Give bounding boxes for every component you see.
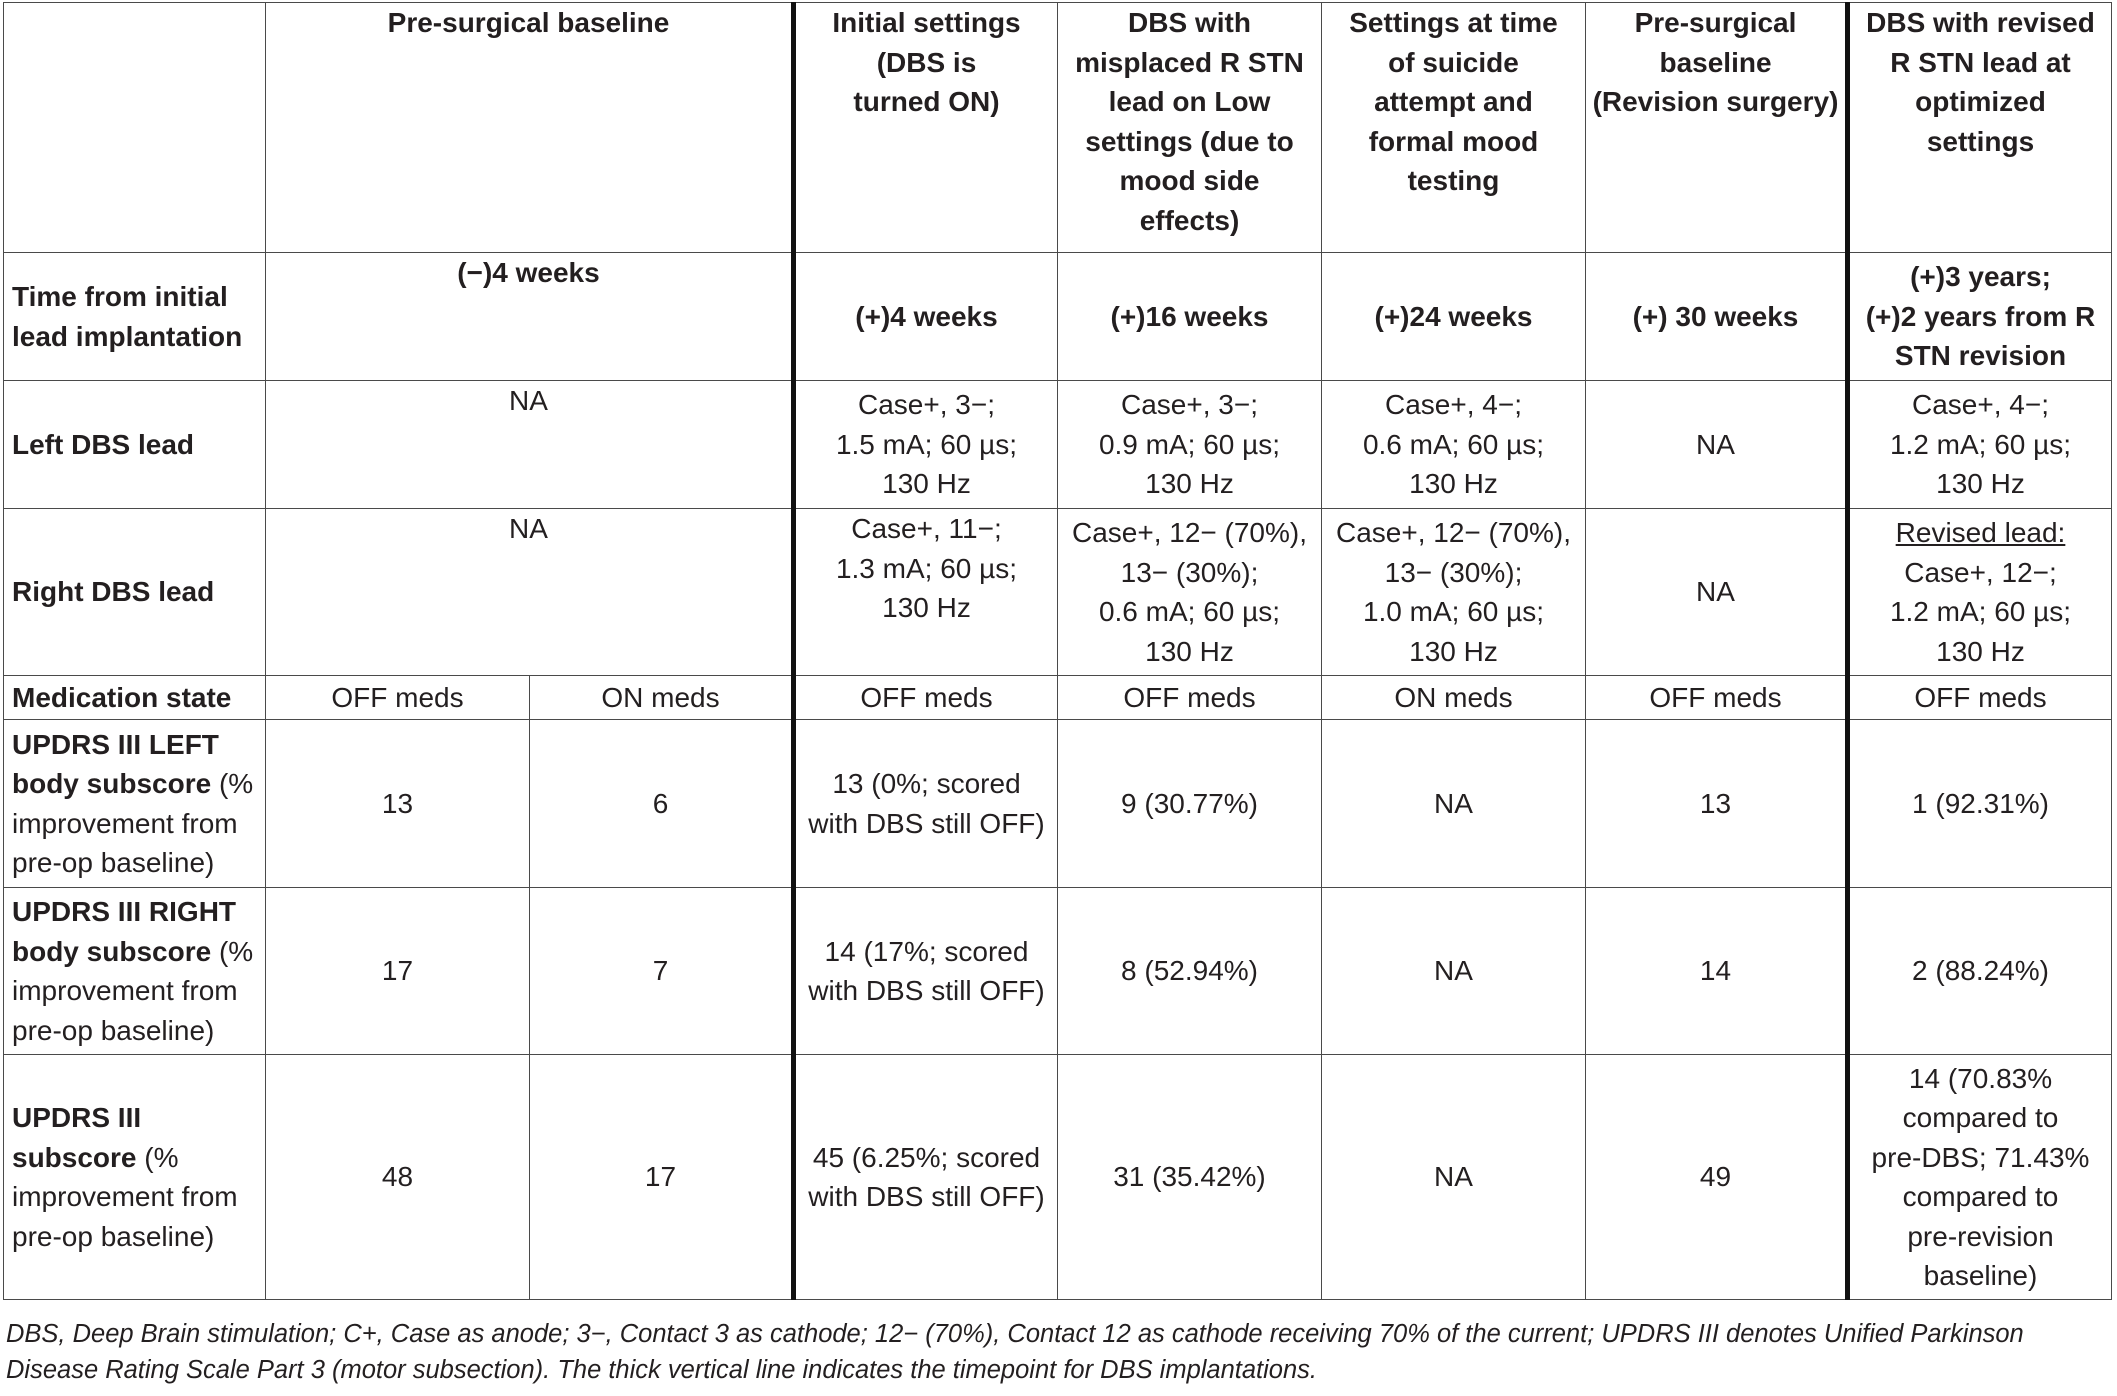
total-subscore-misplaced: 31 (35.42%) [1058, 1055, 1322, 1300]
header-misplaced-line: mood side [1119, 165, 1260, 196]
header-misplaced-line: effects) [1139, 204, 1240, 236]
left-subscore-label-line: UPDRS III LEFT [12, 728, 219, 760]
right-initial-line: 1.3 mA; 60 µs; [835, 552, 1018, 584]
med-pre-on: ON meds [530, 676, 794, 720]
left-lead-pre: NA [266, 381, 794, 509]
left-lead-label: Left DBS lead [4, 381, 266, 509]
med-revised: OFF meds [1848, 676, 2112, 720]
time-revision-baseline: (+) 30 weeks [1586, 253, 1848, 381]
right-lead-misplaced [1058, 509, 1322, 676]
right-lead-revised [1848, 509, 2112, 676]
header-row [4, 3, 2112, 253]
header-revision-baseline [1586, 3, 1848, 253]
total-subscore-pre-off: 48 [266, 1055, 530, 1300]
right-lead-suicide [1322, 509, 1586, 676]
header-misplaced-line: lead on Low [1108, 86, 1271, 117]
med-pre-off: OFF meds [266, 676, 530, 720]
header-revised-line: R STN lead at [1890, 46, 2071, 78]
header-initial-settings [794, 3, 1058, 253]
right-subscore-label-line: body subscore [12, 935, 212, 967]
left-subscore-revision-baseline: 13 [1586, 720, 1848, 888]
right-subscore-row [4, 888, 2112, 1055]
total-subscore-revised-line: compared to [1902, 1181, 2059, 1212]
left-lead-initial [794, 381, 1058, 509]
corner-cell [4, 3, 266, 253]
left-subscore-revised: 1 (92.31%) [1848, 720, 2112, 888]
right-revised-heading: Revised lead: [1895, 517, 2066, 548]
total-subscore-revised-line: pre-revision [1907, 1220, 2054, 1252]
right-subscore-initial-line: with DBS still OFF) [808, 975, 1045, 1006]
header-initial-line: turned ON) [853, 86, 1000, 117]
total-subscore-revised-line: 14 (70.83% [1908, 1062, 2053, 1094]
header-revised-line: settings [1926, 125, 2035, 157]
time-revised [1848, 253, 2112, 381]
right-lead-initial [794, 509, 1058, 676]
time-suicide: (+)24 weeks [1322, 253, 1586, 381]
left-initial-line: 1.5 mA; 60 µs; [835, 428, 1018, 460]
header-suicide-attempt [1322, 3, 1586, 253]
total-subscore-pre-on: 17 [530, 1055, 794, 1300]
right-revised-line: Case+, 12−; [1904, 556, 2057, 588]
header-misplaced-lead [1058, 3, 1322, 253]
total-subscore-revised-line: baseline) [1923, 1260, 2038, 1291]
left-subscore-pre-off: 13 [266, 720, 530, 888]
time-revised-line: (+)2 years from R [1865, 300, 2096, 332]
med-suicide: ON meds [1322, 676, 1586, 720]
left-suicide-line: 130 Hz [1409, 468, 1498, 500]
left-subscore-label-tail: improvement from [12, 807, 238, 839]
right-initial-line: 130 Hz [882, 592, 971, 623]
time-row [4, 253, 2112, 381]
header-initial-line: (DBS is [876, 46, 977, 78]
time-label-line: Time from initial [12, 281, 228, 312]
header-misplaced-line: settings (due to [1085, 125, 1294, 157]
left-subscore-pre-on: 6 [530, 720, 794, 888]
left-subscore-row [4, 720, 2112, 888]
time-label-line: lead implantation [12, 320, 243, 352]
right-subscore-misplaced: 8 (52.94%) [1058, 888, 1322, 1055]
right-lead-label: Right DBS lead [4, 509, 266, 676]
left-lead-suicide [1322, 381, 1586, 509]
header-revision-line: (Revision surgery) [1592, 86, 1839, 117]
total-subscore-suicide: NA [1322, 1055, 1586, 1300]
header-revised-line: DBS with revised [1866, 7, 2095, 38]
total-subscore-label-tail: pre-op baseline) [12, 1220, 215, 1252]
right-subscore-initial-line: 14 (17%; scored [824, 935, 1029, 967]
total-subscore-initial [794, 1055, 1058, 1300]
left-subscore-label-tail: pre-op baseline) [12, 847, 215, 878]
left-lead-misplaced [1058, 381, 1322, 509]
left-subscore-initial-line: with DBS still OFF) [808, 807, 1045, 839]
right-subscore-revision-baseline: 14 [1586, 888, 1848, 1055]
right-misplaced-line: Case+, 12− (70%), [1071, 517, 1308, 548]
med-initial: OFF meds [794, 676, 1058, 720]
left-subscore-suicide: NA [1322, 720, 1586, 888]
left-suicide-line: 0.6 mA; 60 µs; [1362, 428, 1545, 460]
time-pre: (−)4 weeks [266, 253, 794, 381]
left-revised-line: Case+, 4−; [1912, 389, 2049, 421]
total-subscore-label [4, 1055, 266, 1300]
time-revised-line: STN revision [1894, 340, 2067, 372]
total-subscore-revised [1848, 1055, 2112, 1300]
header-revision-line: baseline [1659, 46, 1772, 78]
right-lead-row [4, 509, 2112, 676]
time-revised-line: (+)3 years; [1910, 261, 2051, 293]
right-subscore-pre-off: 17 [266, 888, 530, 1055]
right-revised-line: 130 Hz [1936, 635, 2025, 667]
left-subscore-label-line: body subscore [12, 768, 212, 799]
left-subscore-initial [794, 720, 1058, 888]
right-subscore-label-line: UPDRS III RIGHT [12, 896, 237, 927]
header-misplaced-line: DBS with [1128, 7, 1251, 38]
left-misplaced-line: 130 Hz [1145, 468, 1234, 500]
total-subscore-revision-baseline: 49 [1586, 1055, 1848, 1300]
right-misplaced-line: 0.6 mA; 60 µs; [1098, 596, 1281, 627]
total-subscore-label-tail: improvement from [12, 1181, 238, 1212]
right-subscore-label [4, 888, 266, 1055]
time-initial: (+)4 weeks [794, 253, 1058, 381]
left-lead-revision-baseline: NA [1586, 381, 1848, 509]
left-revised-line: 130 Hz [1936, 468, 2025, 500]
dbs-settings-table [3, 2, 2112, 1300]
right-initial-line: Case+, 11−; [851, 513, 1002, 544]
medication-row [4, 676, 2112, 720]
total-subscore-initial-line: 45 (6.25%; scored [812, 1141, 1041, 1173]
right-suicide-line: 130 Hz [1409, 635, 1498, 667]
left-lead-row [4, 381, 2112, 509]
left-suicide-line: Case+, 4−; [1385, 389, 1522, 421]
header-suicide-line: Settings at time [1349, 7, 1558, 38]
header-initial-line: Initial settings [832, 7, 1021, 38]
header-suicide-line: formal mood [1368, 125, 1539, 157]
total-subscore-initial-line: with DBS still OFF) [808, 1181, 1045, 1212]
total-subscore-label-line: UPDRS III [12, 1102, 142, 1133]
total-subscore-revised-line: compared to [1902, 1102, 2059, 1133]
time-row-label [4, 253, 266, 381]
right-suicide-line: 1.0 mA; 60 µs; [1362, 596, 1545, 627]
header-suicide-line: attempt and [1374, 86, 1533, 117]
total-subscore-label-tail: (% [144, 1141, 179, 1173]
left-misplaced-line: 0.9 mA; 60 µs; [1098, 428, 1281, 460]
right-lead-revision-baseline: NA [1586, 509, 1848, 676]
med-revision-baseline: OFF meds [1586, 676, 1848, 720]
left-revised-line: 1.2 mA; 60 µs; [1889, 428, 2072, 460]
left-lead-revised [1848, 381, 2112, 509]
header-revised-lead [1848, 3, 2112, 253]
left-subscore-label-tail: (% [218, 768, 254, 799]
right-subscore-pre-on: 7 [530, 888, 794, 1055]
right-misplaced-line: 130 Hz [1145, 635, 1234, 667]
table-footnote: DBS, Deep Brain stimulation; C+, Case as anode; 3−, Contact 3 as cathode; 12− (70%), Contact 12 as cathode receiving 70% of the current; UPDRS III denotes Unified Parkinson Disease Rating Scale Part 3 (motor subsection). The thick vertical line indicates the timepoint for DBS implantations. [6, 1320, 2024, 1384]
left-subscore-misplaced: 9 (30.77%) [1058, 720, 1322, 888]
header-suicide-line: of suicide [1388, 46, 1519, 78]
right-misplaced-line: 13− (30%); [1120, 556, 1259, 588]
left-initial-line: Case+, 3−; [858, 389, 995, 421]
total-subscore-row [4, 1055, 2112, 1300]
med-misplaced: OFF meds [1058, 676, 1322, 720]
left-subscore-label [4, 720, 266, 888]
right-subscore-initial [794, 888, 1058, 1055]
right-subscore-suicide: NA [1322, 888, 1586, 1055]
header-revised-line: optimized [1915, 86, 2046, 117]
medication-label: Medication state [4, 676, 266, 720]
left-misplaced-line: Case+, 3−; [1121, 389, 1258, 421]
left-subscore-initial-line: 13 (0%; scored [832, 768, 1021, 799]
left-initial-line: 130 Hz [882, 468, 971, 500]
header-revision-line: Pre-surgical [1634, 7, 1797, 38]
right-suicide-line: Case+, 12− (70%), [1335, 517, 1572, 548]
total-subscore-label-line: subscore [12, 1141, 137, 1173]
right-subscore-label-tail: improvement from [12, 975, 238, 1006]
right-subscore-label-tail: pre-op baseline) [12, 1014, 215, 1046]
right-suicide-line: 13− (30%); [1384, 556, 1523, 588]
right-lead-pre: NA [266, 509, 794, 676]
header-suicide-line: testing [1407, 165, 1500, 196]
total-subscore-revised-line: pre-DBS; 71.43% [1871, 1141, 2090, 1173]
header-pre-surgical: Pre-surgical baseline [266, 3, 794, 253]
right-revised-line: 1.2 mA; 60 µs; [1889, 596, 2072, 627]
header-misplaced-line: misplaced R STN [1075, 46, 1304, 78]
time-misplaced: (+)16 weeks [1058, 253, 1322, 381]
right-subscore-label-tail: (% [218, 935, 254, 967]
right-subscore-revised: 2 (88.24%) [1848, 888, 2112, 1055]
